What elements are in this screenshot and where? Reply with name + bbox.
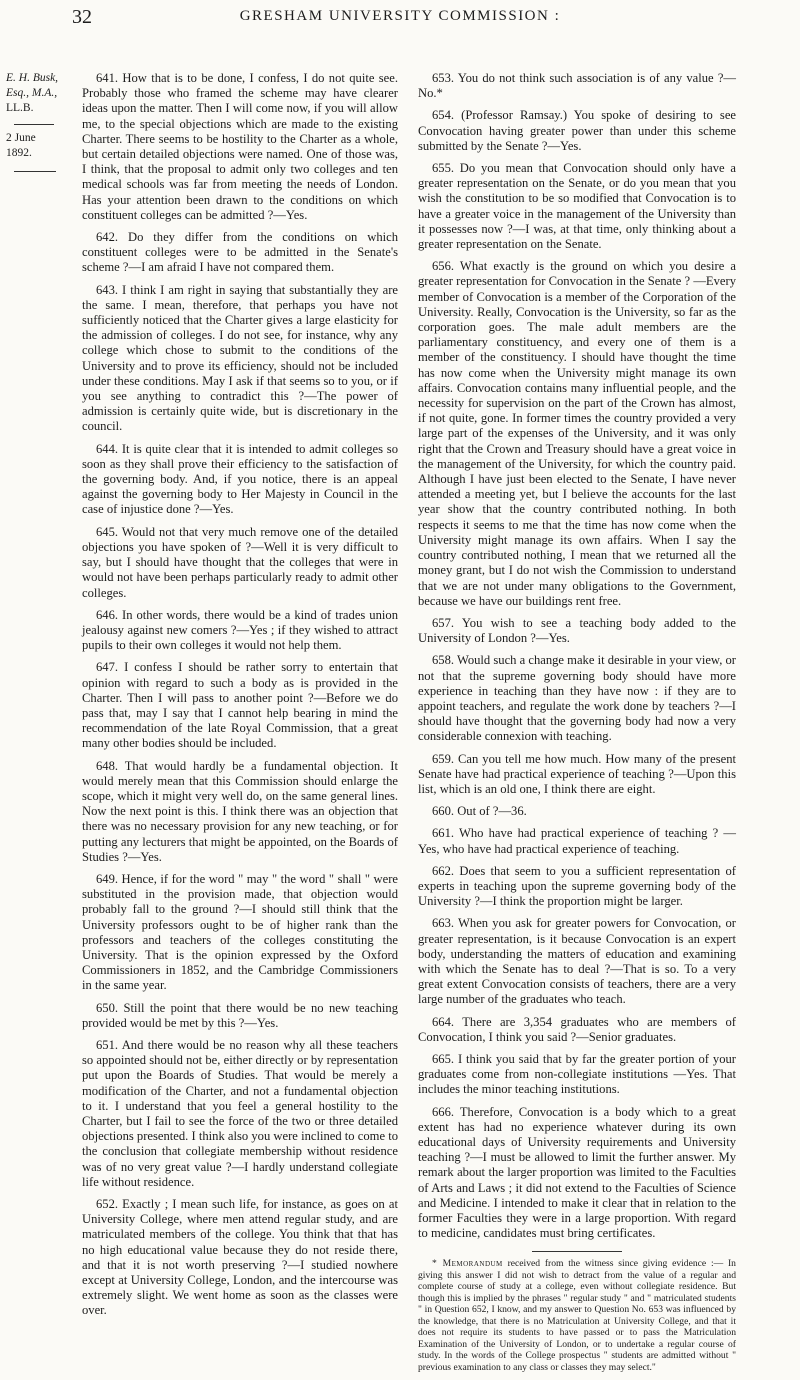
margin-rule xyxy=(14,124,54,125)
footnote-rule xyxy=(532,1251,622,1252)
paragraph: 652. Exactly ; I mean such life, for instance, as goes on at University College, where men attend regular study, and are matriculated members of the college. You think that that has no high educational value because they do not reside there, and that it is not worth preserving ?—I studied nowhere except at University College, London, and the intercourse was extremely slight. We went home as soon as the classes were over. xyxy=(82,1197,398,1318)
right-column xyxy=(418,71,736,1380)
margin-note xyxy=(6,71,64,172)
paragraph: 649. Hence, if for the word " may " the word " shall " were substituted in the provision made, that objection would probably fall to the ground ?—I should still think that the University professors ought to be of higher rank than the professors and teachers of the colleges constituting the University. That is the opinion expressed by the Oxford Commissioners in 1852, and the Cambridge Commissioners in the same year. xyxy=(82,871,398,993)
paragraph: 665. I think you said that by far the greater portion of your graduates come from non-collegiate institutions —Yes. That includes the minor teaching institutions. xyxy=(418,1051,736,1097)
paragraph: 660. Out of ?—36. xyxy=(432,804,527,819)
paragraph: 643. I think I am right in saying that substantially they are the same. I mean, therefore, that perhaps you have not sufficiently noticed that the Charter gives a large elasticity for the admission of colleges. I do not see, for instance, why any college which chose to submit to the conditions of the University and to prove its efficiency, should not be included under these conditions. May I ask if that seems so to you, or if you see anything to contradict this ?—The power of admission is certainly quite wide, but is discretionary in the council. xyxy=(82,282,398,434)
paragraph: 641. How that is to be done, I confess, I do not quite see. Probably those who framed the scheme may have clearer ideas upon the matter. Then I will come now, if you will allow me, to the special objections which are made to the existing Charter. There seems to be hostility to the Charter as a whole, but certain detailed objections were named. One of those was, I think, that the proposal to admit only two colleges and ten medical schools was far from meeting the needs of London. Has your attention been drawn to the conditions on which constituent colleges can be admitted ?—Yes. xyxy=(82,71,398,222)
running-head: GRESHAM UNIVERSITY COMMISSION : xyxy=(239,8,561,24)
paragraph: 657. You wish to see a teaching body added to the University of London ?—Yes. xyxy=(418,615,736,646)
margin-rule-2 xyxy=(14,171,56,172)
paragraph: 650. Still the point that there would be no new teaching provided would be met by this ?—Yes. xyxy=(82,1000,398,1030)
paragraph: 663. When you ask for greater powers for Convocation, or greater representation, is it because Convocation is an expert body, understanding the matters of education and examining with which the Senate has to deal ?—That is so. To a very great extent Convocation consists of teachers, there are a very large number of the graduates who teach. xyxy=(418,916,736,1007)
footnote-text: received from the witness since giving evidence :— In giving this answer I did not wish to detract from the value of a regular and complete course of study at a college, even without collegiate residence. But though this is implied by the phrases " regular study " and " matriculated students " in Question 652, I know, and my answer to Question No. 653 was influenced by the knowledge, that there is no Matriculation at University College, and that it does not require its students to have passed or to pass the Matriculation Examination of the University of London, or to undertake a regular course of study. In the words of the College prospectus " students are admitted without " previous examination to any class or classes they may select." xyxy=(418,1258,736,1373)
footnote xyxy=(418,1258,736,1373)
witness-degree-2: LL.B. xyxy=(6,102,34,114)
paragraph: 648. That would hardly be a fundamental objection. It would merely mean that this Commission should enlarge the scope, which it might very well do, on the same general lines. Now the next point is this. I think there was an objection that there was no necessary provision for any new teaching, or for putting any lecturers that might be appointed, on the Boards of Studies ?—Yes. xyxy=(82,758,398,864)
paragraph: 662. Does that seem to you a sufficient representation of experts in teaching upon the supreme governing body of the University ?—I think the proportion might be larger. xyxy=(418,863,736,909)
paragraph: 654. (Professor Ramsay.) You spoke of desiring to see Convocation having greater power than under this scheme submitted by the Senate ?—Yes. xyxy=(418,108,736,153)
left-column xyxy=(82,71,398,1326)
paragraph: 661. Who have had practical experience of teaching ? —Yes, who have had practical experience of teaching. xyxy=(418,826,736,856)
paragraph: 664. There are 3,354 graduates who are members of Convocation, I think you said ?—Senior graduates. xyxy=(418,1014,736,1044)
paragraph: 653. You do not think such association is of any value ?—No.* xyxy=(418,71,736,101)
page-number: 32 xyxy=(72,6,92,28)
paragraph: 651. And there would be no reason why all these teachers so appointed should not be, either directly or by representation put upon the Boards of Studies. That would be merely a modification of the Charter, and not a fundamental objection to it. I understand that you feel a general hostility to the Charter, but I fail to see the force of the two or three detailed objections presented. I think also you were inclined to come to the conclusion that collegiate membership without residence was of no very great value ?—I hardly understand collegiate life without residence. xyxy=(82,1037,398,1189)
paragraph: 645. Would not that very much remove one of the detailed objections you have spoken of ?—Well it is very difficult to say, but I should have thought that the colleges that were in would not have been perhaps particularly ready to admit other colleges. xyxy=(82,524,398,600)
paragraph: 658. Would such a change make it desirable in your view, or not that the supreme governing body should have more experience in teaching than they have now : if they are to appoint teachers, and regulate the work done by teachers ?—I should have thought that the governing body had now a very considerable connexion with teaching. xyxy=(418,653,736,744)
witness-degree: Esq., M.A., xyxy=(6,87,58,99)
evidence-date: 2 June 1892. xyxy=(6,132,36,159)
paragraph: 655. Do you mean that Convocation should only have a greater representation on the Senate, or do you mean that you wish the constitution to be so modified that Convocation is to have a greater voice in the management of the University than it possesses now ?—I was, at that time, only thinking about a greater representation on the Senate. xyxy=(418,161,736,252)
paragraph: 659. Can you tell me how much. How many of the present Senate have had practical experience of teaching ?—Upon this list, which is an old one, I think there are eight. xyxy=(418,751,736,796)
paragraph: 656. What exactly is the ground on which you desire a greater representation for Convocation in the Senate ? —Every member of Convocation is a member of the Corporation of the University. Really, Convocation is the University, so far as the corporation goes. The male adult members are the parliamentary constituency, and every one of them is a member of the constituency. I should have thought the time has now come when the University might manage its own affairs. Convocation contains many influential people, and the necessity for supervision on the part of the Crown has almost, if not quite, gone. In former times the country provided a very large part of the expenses of the University, and it was only right that the Crown and Treasury should have a great voice in the management of the University, for which the country paid. Although I have just been elected to the Senate, I have never attended a meeting yet, but I believe the accounts for the last year show that the country contributed nothing. In both respects it seems to me that the time has now come when the University might manage its own affairs. When I say the country contributed nothing, I mean that we returned all the money grant, but I do not wish the Commission to understand that we are not under many obligations to the Government, because we have our buildings rent free. xyxy=(418,259,736,608)
paragraph: 646. In other words, there would be a kind of trades union jealousy against new comers ?—Yes ; if they wished to attract pupils to their own colleges it would not help them. xyxy=(82,607,398,653)
paragraph: 666. Therefore, Convocation is a body which to a great extent has had no experience whatever during its own educational days of University requirements and University teaching ?—I must be allowed to limit the further answer. My remark about the larger proportion was limited to the Faculties of Arts and Laws ; it did not extend to the Faculties of Science and Medicine. I intended to make it clear that in relation to the former Faculties they were in a large proportion. With regard to medicine, candidates must bring certificates. xyxy=(418,1104,736,1241)
paragraph: 642. Do they differ from the conditions on which constituent colleges were to be admitted in the Senate's scheme ?—I am afraid I have not compared them. xyxy=(82,230,398,275)
paragraph: 644. It is quite clear that it is intended to admit colleges so soon as they shall prove their efficiency to the satisfaction of the governing body. And, if you notice, there is an appeal against the governing body to Her Majesty in Council in the case of injustice done ?—Yes. xyxy=(82,441,398,517)
footnote-heading: * Memorandum xyxy=(432,1258,503,1270)
witness-name: E. H. Busk, xyxy=(6,72,59,84)
paragraph: 647. I confess I should be rather sorry to entertain that opinion with regard to such a body as is provided in the Charter. Then I will pass to another point ?—Before we do pass that, may I say that I cannot help bearing in mind the recommendation of the late Royal Commission, that a great many other bodies should be included. xyxy=(82,660,398,751)
